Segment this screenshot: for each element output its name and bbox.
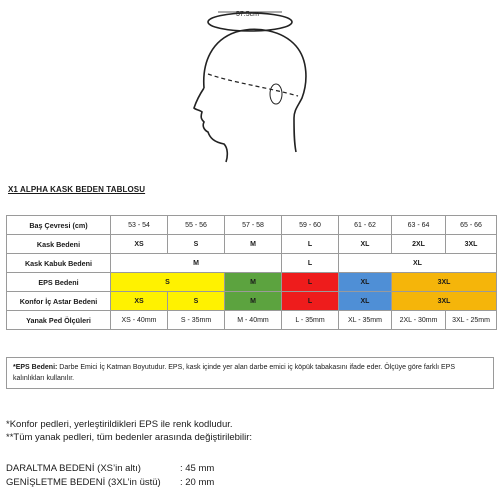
cell: 2XL - 30mm: [392, 311, 446, 330]
cell: XS - 40mm: [111, 311, 168, 330]
table-row-shell-size: [7, 254, 497, 273]
row-label: Baş Çevresi (cm): [7, 216, 111, 235]
eps-note-box: [6, 357, 494, 389]
size-chart-title: X1 ALPHA KASK BEDEN TABLOSU: [8, 185, 146, 194]
row-label: EPS Bedeni: [7, 273, 111, 292]
cell: 61 - 62: [339, 216, 392, 235]
row-label: Kask Bedeni: [7, 235, 111, 254]
shrink-size-value: : 45 mm: [180, 463, 215, 474]
cell: M: [225, 235, 282, 254]
table-row-head-circumference: [7, 216, 497, 235]
eps-note-text: Darbe Emici İç Katman Boyutudur. EPS, kask içinde yer alan darbe emici iç köpük tabakasını ifade eder. Ölçüye göre farklı EPS kalınlıkları kullanılır.: [13, 364, 455, 382]
cell-red: L: [282, 273, 339, 292]
cell-blue: XL: [339, 292, 392, 311]
row-label: Kask Kabuk Bedeni: [7, 254, 111, 273]
cell: L - 35mm: [282, 311, 339, 330]
cell-yellow: S: [111, 273, 225, 292]
cell: XL - 35mm: [339, 311, 392, 330]
cell-orange: 3XL: [392, 292, 497, 311]
cell: L: [282, 235, 339, 254]
table-row-helmet-size: [7, 235, 497, 254]
cell-red: L: [282, 292, 339, 311]
eps-note-heading: *EPS Bedeni:: [13, 364, 58, 371]
cell: 57 - 58: [225, 216, 282, 235]
cell: S - 35mm: [168, 311, 225, 330]
expand-size-value: : 20 mm: [180, 477, 215, 488]
footnote-cheek-pads: **Tüm yanak pedleri, tüm bedenler arasında değiştirilebilir:: [6, 432, 253, 443]
cell: 65 - 66: [446, 216, 497, 235]
row-label: Konfor İç Astar Bedeni: [7, 292, 111, 311]
cell-yellow: XS: [111, 292, 168, 311]
table-row-eps-size: [7, 273, 497, 292]
cell: S: [168, 235, 225, 254]
cell-yellow: S: [168, 292, 225, 311]
cell: XL: [339, 235, 392, 254]
head-outline: [194, 29, 306, 162]
expand-size-label: GENİŞLETME BEDENİ (3XL’in üstü): [6, 477, 161, 488]
cell: XS: [111, 235, 168, 254]
cell-blue: XL: [339, 273, 392, 292]
shrink-size-label: DARALTMA BEDENİ (XS’in altı): [6, 463, 141, 474]
cell: XL: [339, 254, 497, 273]
cell: L: [282, 254, 339, 273]
ear: [270, 84, 282, 104]
table-row-cheek-pad: [7, 311, 497, 330]
cell-green: M: [225, 273, 282, 292]
row-label: Yanak Ped Ölçüleri: [7, 311, 111, 330]
cell: M - 40mm: [225, 311, 282, 330]
cell: 3XL: [446, 235, 497, 254]
head-profile-figure: [190, 2, 320, 164]
cell: 53 - 54: [111, 216, 168, 235]
cell: M: [111, 254, 282, 273]
size-table: [6, 215, 497, 330]
table-row-comfort-liner-size: [7, 292, 497, 311]
cell-green: M: [225, 292, 282, 311]
measurement-line: [208, 74, 298, 96]
measurement-label: 57.5cm: [236, 11, 259, 18]
footnote-comfort-pads: *Konfor pedleri, yerleştirildikleri EPS ile renk kodludur.: [6, 419, 233, 430]
cell: 2XL: [392, 235, 446, 254]
cell: 3XL - 25mm: [446, 311, 497, 330]
cell-orange: 3XL: [392, 273, 497, 292]
cell: 59 - 60: [282, 216, 339, 235]
cell: 63 - 64: [392, 216, 446, 235]
cell: 55 - 56: [168, 216, 225, 235]
